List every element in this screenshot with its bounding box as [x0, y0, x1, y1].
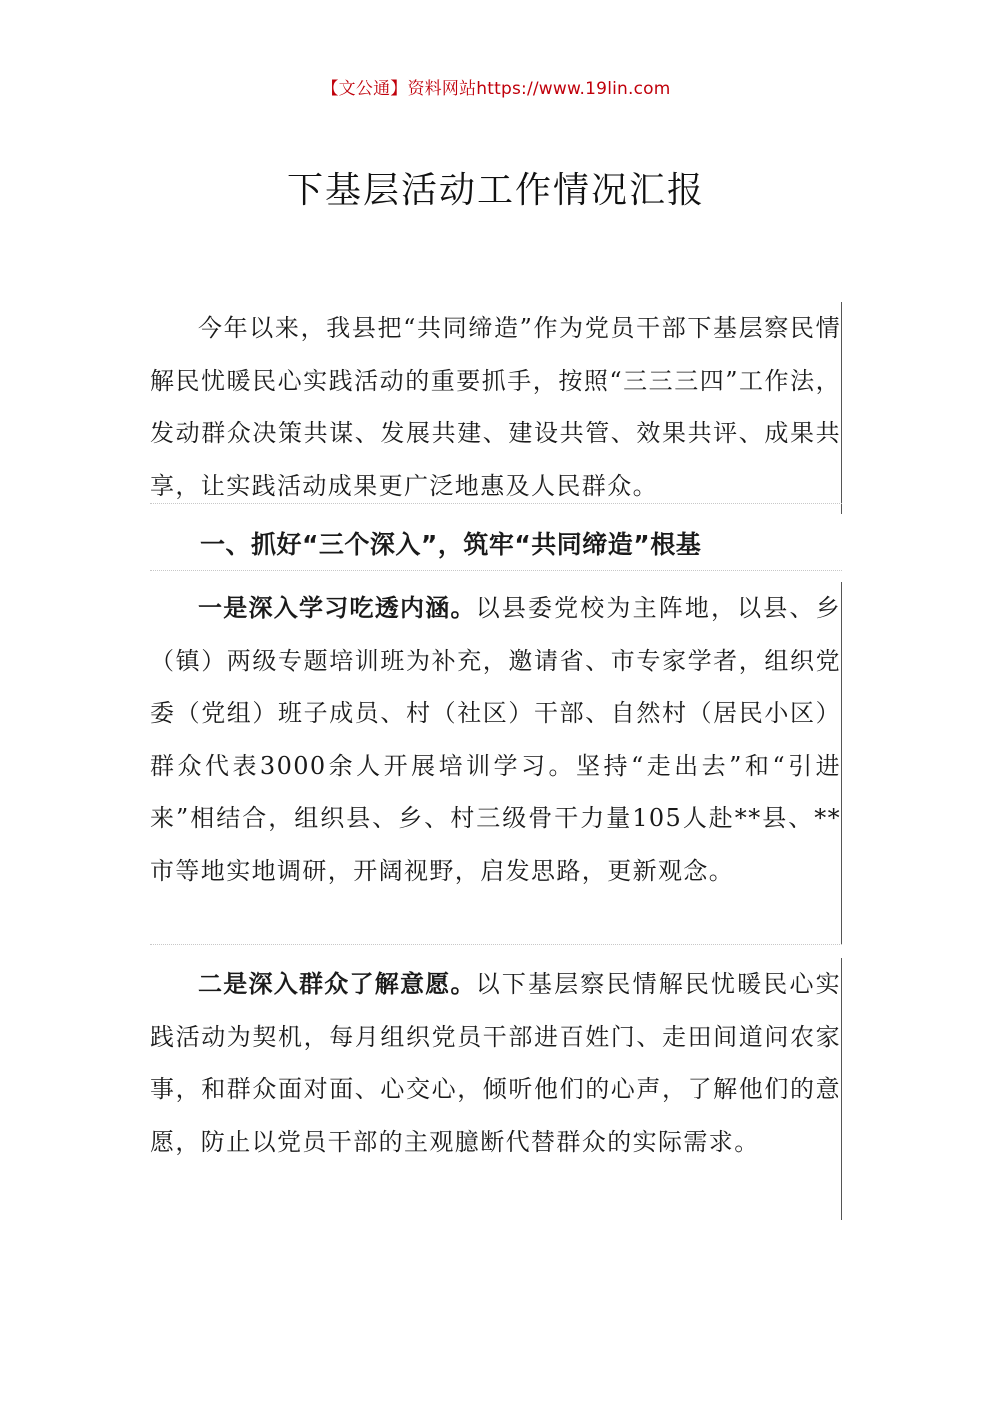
point-two-lead: 二是深入群众了解意愿。	[198, 970, 476, 998]
paragraph-divider	[150, 944, 842, 945]
point-two-paragraph	[150, 958, 842, 1220]
paragraph-divider	[150, 503, 842, 504]
point-one-body: 以县委党校为主阵地，以县、乡（镇）两级专题培训班为补充，邀请省、市专家学者，组织党委（党组）班子成员、村（社区）干部、自然村（居民小区）群众代表3000余人开展培训学习。坚持“走出去”和“引进来”相结合，组织县、乡、村三级骨干力量105人赴**县、**市等地实地调研，开阔视野，启发思路，更新观念。	[150, 594, 841, 885]
document-title: 下基层活动工作情况汇报	[286, 170, 705, 211]
source-header: 【文公通】资料网站https://www.19lin.com	[321, 79, 671, 99]
paragraph-divider	[150, 570, 842, 571]
section-heading: 一、抓好“三个深入”，筑牢“共同缔造”根基	[200, 530, 702, 559]
intro-paragraph: 今年以来，我县把“共同缔造”作为党员干部下基层察民情解民忧暖民心实践活动的重要抓手，按照“三三三四”工作法，发动群众决策共谋、发展共建、建设共管、效果共评、成果共享，让实践活动成果更广泛地惠及人民群众。	[150, 302, 842, 514]
point-one-paragraph	[150, 582, 842, 945]
point-two-body: 以下基层察民情解民忧暖民心实践活动为契机，每月组织党员干部进百姓门、走田间道问农家事，和群众面对面、心交心，倾听他们的心声，了解他们的意愿，防止以党员干部的主观臆断代替群众的实际需求。	[150, 970, 841, 1156]
point-one-lead: 一是深入学习吃透内涵。	[198, 594, 476, 622]
